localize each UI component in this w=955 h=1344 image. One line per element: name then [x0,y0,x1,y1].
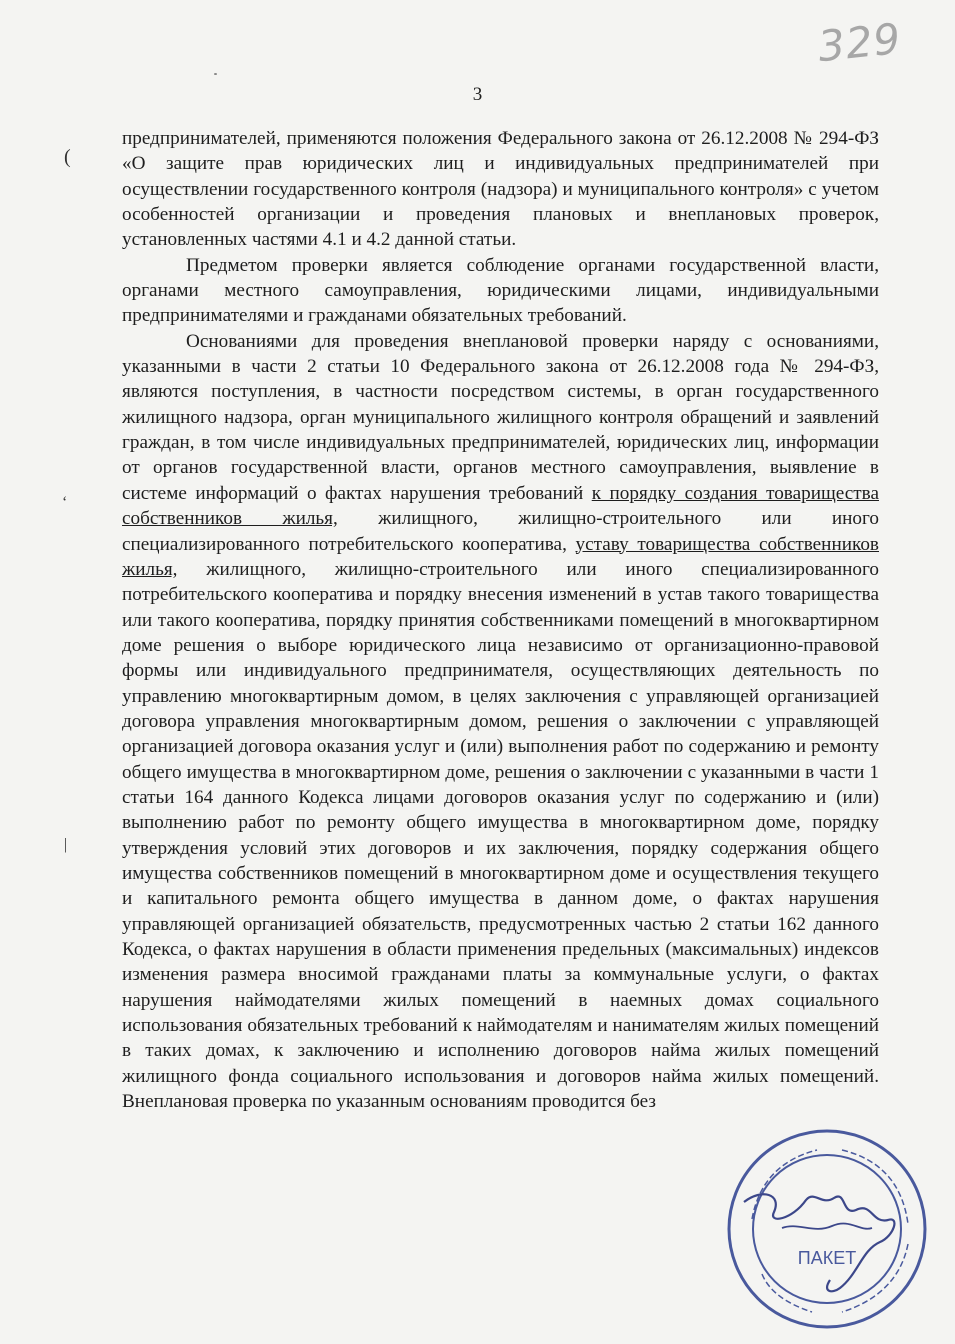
official-stamp-icon [722,1124,932,1334]
paragraph-3 [122,329,879,1115]
paragraph-text: предпринимателей, применяются положения Федерального закона от 26.12.2008 № 294-ФЗ «О защите прав юридических лиц и индивидуальных предпринимателей при осуществлении государственного контроля (надзора) и муниципального контроля» с учетом особенностей организации и проведения плановых и внеплановых проверок, установленных частями 4.1 и 4.2 данной статьи. [122,128,879,251]
paragraph-1 [122,126,879,253]
underlined-text: уставу товарищества собственников жилья, [122,533,879,580]
page-number: 3 [472,84,483,105]
document-body [122,126,879,1114]
paragraph-text: Предметом проверки является соблюдение органами государственной власти, органами местного самоуправления, юридическими лицами, индивидуальными предпринимателями и гражданами обязательных требований. [122,254,879,327]
paragraph-2 [122,253,879,329]
handwritten-page-number: 329 [815,13,904,72]
paragraph-text: жилищного, жилищно-строительного или иного специализированного потребительского кооператива и порядку внесения изменений в устав такого товарищества или такого кооператива, порядку принятия собственниками помещений в многоквартирном доме решения о выборе юридического лица независимо от организационно-правовой формы или индивидуального предпринимателя, осуществляющих деятельность по управлению многоквартирным домом, в целях заключения с управляющей организацией договора управления многоквартирным домом, решения о заключении с управляющей организацией договора оказания услуг и (или) выполнения работ по содержанию и ремонту общего имущества в многоквартирном доме, решения о заключении с указанными в части 1 статьи 164 данного Кодекса лицами договоров оказания услуг по содержанию и (или) выполнению работ по ремонту общего имущества в многоквартирном доме, порядку утверждения условий этих договоров и их заключения, порядку содержания общего имущества собственников помещений в многоквартирном доме и осуществления текущего и капитального ремонта общего имущества в данном доме, о фактах нарушения управляющей организацией обязательств, предусмотренных частью 2 статьи 162 данного Кодекса, о фактах нарушения в области применения предельных (максимальных) индексов изменения размера вносимой гражданами платы за коммунальные услуги, о фактах нарушения наймодателями жилых помещений в наемных домах социального использования обязательных требований к наймодателям и нанимателям жилых помещений в таких домах, к заключению и исполнению договоров найма жилых помещений жилищного фонда социального использования и договоров найма жилых помещений. Внеплановая проверка по указанным основаниям проводится без [122,558,879,1113]
paragraph-text: Основаниями для проведения внеплановой проверки наряду с основаниями, указанными в части 2 статьи 10 Федерального закона от 26.12.2008 года № 294-ФЗ, являются поступления, в частности посредством системы, в орган государственного жилищного надзора, орган муниципального жилищного контроля обращений и заявлений граждан, в том числе индивидуальных предпринимателей, юридических лиц, информации от органов государственной власти, органов местного самоуправления, выявление в системе информаций о фактах нарушения требований [122,330,879,504]
margin-mark: ( [64,146,71,168]
underlined-text: к порядку создания товарищества собственников жилья, [122,482,879,530]
paragraph-text: жилищного, жилищно-строительного или иного специализированного потребительского кооператива, [122,508,879,555]
scan-dot [214,73,217,75]
stamp-label: ПАКЕТ [797,1248,857,1268]
margin-mark: ‘ [62,494,68,511]
margin-mark: | [64,836,68,853]
